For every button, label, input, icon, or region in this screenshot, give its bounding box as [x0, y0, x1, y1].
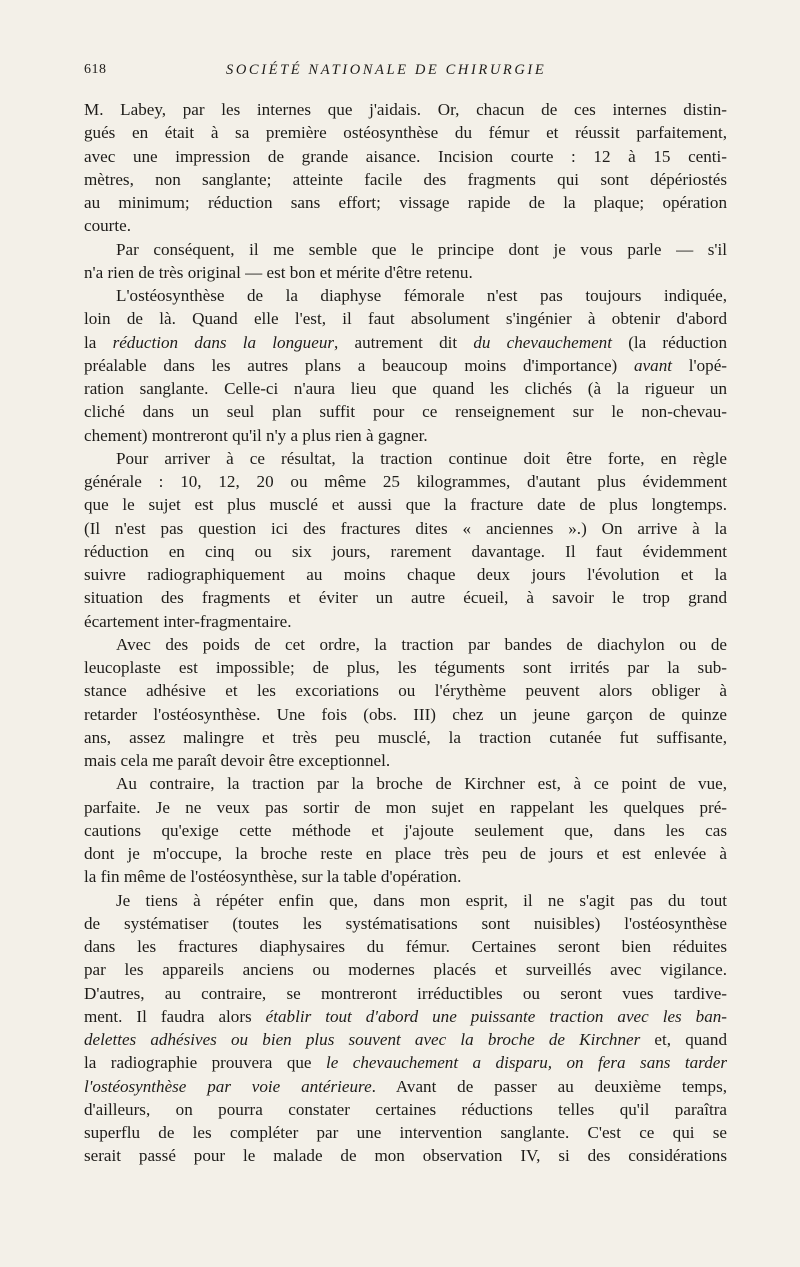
text-line: [84, 865, 727, 888]
text-line: [84, 377, 727, 400]
italic-phrase: delettes adhésives ou bien plus souvent avec la broche de Kirchner: [84, 1030, 641, 1049]
text-line: [84, 842, 727, 865]
text-segment: dans les fractures diaphysaires du fémur. Certaines seront bien réduites: [84, 937, 727, 956]
text-line: [84, 1028, 727, 1051]
text-segment: suivre radiographiquement au moins chaque deux jours l'évolution et la: [84, 565, 727, 584]
body-text: [84, 98, 727, 1168]
text-line: [84, 1098, 727, 1121]
text-line: [84, 145, 727, 168]
text-line: [84, 1144, 727, 1167]
text-segment: retarder l'ostéosynthèse. Une fois (obs. III) chez un jeune garçon de quinze: [84, 704, 727, 724]
text-segment: leucoplaste est impossible; de plus, les téguments sont irrités par la sub-: [84, 658, 727, 677]
text-segment: Par conséquent, il me semble que le principe dont je vous parle — s'il: [116, 239, 727, 259]
text-segment: serait passé pour le malade de mon observation IV, si des considérations: [84, 1146, 727, 1166]
text-segment: L'ostéosynthèse de la diaphyse fémorale n'est pas toujours indiquée,: [116, 286, 727, 305]
text-line: [84, 470, 727, 493]
text-segment: , autrement dit: [334, 332, 474, 352]
text-line: [84, 1051, 727, 1074]
text-line: [84, 586, 727, 609]
text-segment: (Il n'est pas question ici des fractures dites « anciennes ».) On arrive à la: [84, 518, 727, 538]
italic-phrase: du chevauchement: [473, 332, 612, 352]
italic-phrase: l'ostéosynthèse par voie antérieure: [84, 1076, 372, 1096]
italic-phrase: réduction dans la longueur: [112, 332, 335, 352]
italic-phrase: établir tout d'abord une puissante traction avec les ban-: [265, 1006, 727, 1026]
text-line: [84, 238, 727, 261]
text-segment: mais cela me paraît devoir être exceptionnel.: [84, 751, 391, 770]
text-segment: M. Labey, par les internes que j'aidais. Or, chacun de ces internes distin-: [84, 100, 727, 119]
text-line: [84, 424, 727, 447]
text-segment: préalable dans les autres plans a beaucoup moins d'importance): [84, 355, 635, 375]
text-segment: superflu de les compléter par une intervention sanglante. C'est ce qui se: [84, 1123, 727, 1142]
text-line: [84, 610, 727, 633]
text-segment: . Avant de passer au deuxième temps,: [371, 1076, 727, 1096]
text-segment: n'a rien de très original — est bon et mérite d'être retenu.: [84, 262, 473, 282]
text-segment: mètres, non sanglante; atteinte facile des fragments qui sont dépériostés: [84, 169, 727, 189]
text-segment: Pour arriver à ce résultat, la traction continue doit être forte, en règle: [116, 448, 727, 468]
text-line: [84, 772, 727, 795]
text-line: [84, 563, 727, 586]
text-line: [84, 633, 727, 656]
text-line: [84, 819, 727, 842]
text-line: [84, 656, 727, 679]
text-segment: l'opé-: [672, 355, 727, 375]
text-segment: par les appareils anciens ou modernes placés et surveillés avec vigilance.: [84, 960, 727, 980]
italic-phrase: le chevauchement a disparu, on fera sans tarder: [325, 1053, 727, 1073]
text-line: [84, 447, 727, 470]
text-segment: réduction en cinq ou six jours, rarement davantage. Il faut évidemment: [84, 541, 727, 561]
text-line: [84, 517, 727, 540]
text-segment: Avec des poids de cet ordre, la traction par bandes de diachylon ou de: [116, 634, 727, 654]
text-segment: parfaite. Je ne veux pas sortir de mon sujet en rappelant les quelques pré-: [84, 797, 727, 817]
text-segment: ment. Il faudra alors: [84, 1006, 266, 1026]
text-line: [84, 307, 727, 330]
text-line: [84, 331, 727, 354]
text-segment: cautions qu'exige cette méthode et j'ajoute seulement que, dans les cas: [84, 820, 727, 840]
text-line: [84, 1121, 727, 1144]
text-line: [84, 958, 727, 981]
text-line: [84, 912, 727, 935]
journal-title: SOCIÉTÉ NATIONALE DE CHIRURGIE: [226, 62, 547, 78]
text-segment: (la réduction: [611, 332, 727, 352]
text-line: [84, 121, 727, 144]
running-header: [84, 62, 724, 84]
text-segment: cliché dans un seul plan suffit pour ce renseignement sur le non-chevau-: [84, 402, 727, 422]
text-line: [84, 1005, 727, 1028]
text-segment: ration sanglante. Celle-ci n'aura lieu que quand les clichés (à la rigueur un: [84, 379, 727, 398]
text-segment: Au contraire, la traction par la broche de Kirchner est, à ce point de vue,: [116, 774, 727, 794]
text-segment: gués en était à sa première ostéosynthèse du fémur et réussit parfaitement,: [84, 123, 727, 143]
text-segment: et, quand: [640, 1030, 727, 1049]
text-segment: que le sujet est plus musclé et aussi que la fracture date de plus longtemps.: [84, 495, 727, 515]
text-segment: chement) montreront qu'il n'y a plus rien à gagner.: [84, 425, 428, 445]
text-segment: stance adhésive et les excoriations ou l'érythème peuvent alors obliger à: [84, 681, 727, 701]
text-line: [84, 749, 727, 772]
text-segment: d'ailleurs, on pourra constater certaines réductions telles qu'il paraîtra: [84, 1099, 727, 1119]
text-segment: la: [84, 332, 113, 352]
text-segment: la fin même de l'ostéosynthèse, sur la table d'opération.: [84, 867, 462, 887]
text-line: [84, 703, 727, 726]
text-line: [84, 98, 727, 121]
page-number: 618: [84, 62, 107, 77]
text-segment: de systématiser (toutes les systématisations sont nuisibles) l'ostéosynthèse: [84, 913, 727, 933]
text-line: [84, 1075, 727, 1098]
text-line: [84, 982, 727, 1005]
text-segment: situation des fragments et éviter un autre écueil, à savoir le trop grand: [84, 588, 727, 608]
text-segment: générale : 10, 12, 20 ou même 25 kilogrammes, d'autant plus évidemment: [84, 472, 727, 491]
text-segment: loin de là. Quand elle l'est, il faut absolument s'ingénier à obtenir d'abord: [84, 309, 727, 329]
text-line: [84, 889, 727, 912]
text-line: [84, 726, 727, 749]
text-line: [84, 354, 727, 377]
text-segment: la radiographie prouvera que: [84, 1053, 326, 1073]
text-line: [84, 679, 727, 702]
text-segment: D'autres, au contraire, se montreront irréductibles ou seront vues tardive-: [84, 983, 727, 1003]
text-line: [84, 214, 727, 237]
text-segment: Je tiens à répéter enfin que, dans mon esprit, il ne s'agit pas du tout: [116, 890, 727, 910]
text-line: [84, 935, 727, 958]
text-line: [84, 400, 727, 423]
text-line: [84, 796, 727, 819]
text-line: [84, 168, 727, 191]
text-segment: ans, assez malingre et très peu musclé, la traction cutanée fut suffisante,: [84, 727, 727, 747]
text-line: [84, 493, 727, 516]
text-line: [84, 191, 727, 214]
text-segment: courte.: [84, 216, 131, 236]
text-line: [84, 540, 727, 563]
text-segment: au minimum; réduction sans effort; vissage rapide de la plaque; opération: [84, 193, 727, 212]
text-segment: écartement inter-fragmentaire.: [84, 611, 292, 631]
text-segment: dont je m'occupe, la broche reste en place très peu de jours et est enlevée à: [84, 844, 727, 863]
text-line: [84, 261, 727, 284]
text-segment: avec une impression de grande aisance. Incision courte : 12 à 15 centi-: [84, 146, 727, 166]
text-line: [84, 284, 727, 307]
italic-phrase: avant: [634, 355, 672, 375]
